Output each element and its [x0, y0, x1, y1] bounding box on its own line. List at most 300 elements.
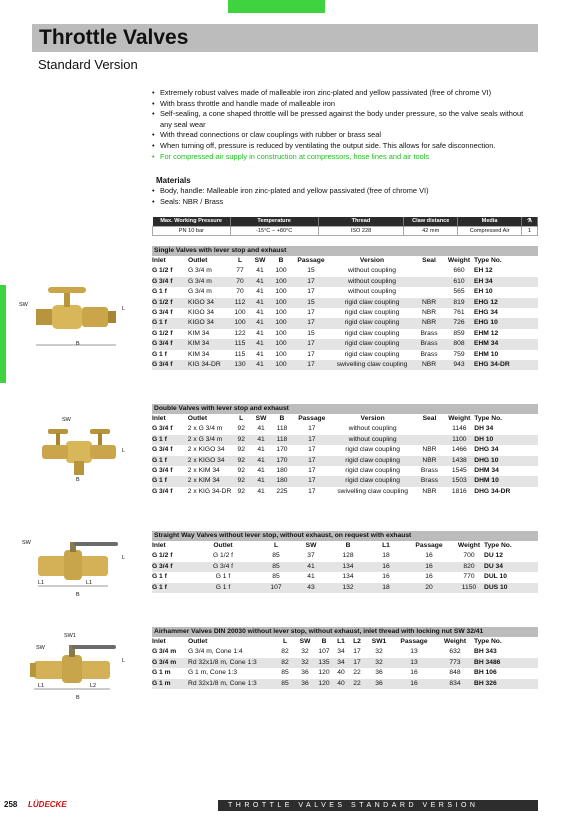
- table-cell: EHG 10: [474, 318, 538, 328]
- section-title: Double Valves with lever stop and exhaust: [152, 404, 538, 414]
- column-header: Version: [359, 257, 385, 264]
- table-cell: 120: [314, 679, 334, 689]
- table-row: [152, 287, 538, 297]
- double-valves-table: [152, 404, 538, 497]
- table-cell: 2 x KIM 34: [187, 467, 220, 475]
- table-cell: G 3/4 f: [152, 277, 188, 287]
- table-cell: 700: [463, 552, 475, 560]
- table-cell: 2 x G 3/4 m: [187, 425, 223, 433]
- table-cell: NBR: [422, 487, 437, 495]
- table-cell: 36: [301, 669, 309, 677]
- column-header: L1: [337, 638, 345, 645]
- table-cell: Brass: [420, 467, 439, 475]
- table-cell: swivelling claw coupling: [330, 360, 414, 370]
- table-cell: 100: [230, 318, 250, 328]
- table-cell: 34: [334, 658, 348, 668]
- brand-logo: LÜDECKE: [28, 800, 67, 809]
- feature-list: [152, 88, 537, 162]
- feature-item-highlight: • For compressed air supply in construction at compressors, hose lines and air tools: [152, 152, 537, 163]
- table-cell: 1146: [452, 425, 467, 433]
- table-cell: G 3/4 f: [152, 562, 188, 572]
- table-cell: G 1 f: [152, 456, 188, 466]
- table-cell: 819: [444, 298, 474, 308]
- table-cell: DUL 10: [484, 573, 507, 581]
- table-cell: DHG 10: [474, 456, 538, 466]
- table-cell: 32: [366, 658, 392, 668]
- column-header: L: [273, 542, 279, 549]
- table-cell: G 3/4 f: [152, 425, 173, 433]
- table-cell: 17: [292, 339, 330, 349]
- material-item: • Seals: NBR / Brass: [152, 197, 537, 208]
- table-cell: NBR: [421, 309, 437, 317]
- table-cell: 100: [275, 267, 287, 275]
- table-cell: without coupling: [331, 435, 415, 445]
- table-cell: 34: [337, 648, 345, 656]
- table-cell: BH 343: [474, 648, 497, 656]
- section-title: Straight Way Valves without lever stop, without exhaust, on request with exhaust: [152, 531, 538, 541]
- table-cell: 16: [425, 552, 433, 560]
- table-cell: 41: [294, 562, 328, 572]
- table-cell: NBR: [415, 456, 445, 466]
- table-cell: 15: [307, 267, 315, 275]
- table-cell: 17: [292, 318, 330, 328]
- table-cell: 565: [453, 288, 465, 296]
- table-cell: BH 106: [474, 669, 497, 677]
- table-cell: 32: [301, 648, 309, 656]
- table-cell: 16: [425, 573, 433, 581]
- table-cell: G 3/4 m, Cone 1:4: [188, 648, 243, 656]
- table-cell: 17: [307, 309, 315, 317]
- table-cell: 16: [368, 562, 404, 572]
- table-cell: KIGO 34: [188, 298, 230, 308]
- table-cell: 820: [454, 562, 484, 572]
- table-row: [152, 679, 538, 689]
- table-cell: EH 12: [474, 267, 493, 275]
- column-header: L2: [353, 638, 361, 645]
- table-cell: G 3/4 f: [152, 339, 188, 349]
- table-cell: 2 x KIGO 34: [187, 446, 225, 454]
- table-cell: 82: [281, 648, 289, 656]
- dim-label-l: L: [122, 555, 126, 561]
- table-cell: DHG 34: [474, 446, 499, 454]
- column-header: Inlet: [152, 415, 166, 422]
- table-cell: 100: [275, 350, 287, 358]
- table-cell: 18: [368, 583, 404, 593]
- column-header: Outlet: [188, 638, 208, 645]
- table-cell: [414, 266, 444, 276]
- column-header: Type No.: [474, 257, 502, 264]
- spec-value-row: [153, 226, 538, 235]
- table-cell: EH 10: [474, 288, 493, 296]
- table-cell: 2 x KIG 34-DR: [187, 487, 232, 495]
- table-cell: NBR: [414, 360, 444, 370]
- column-header: Weight: [457, 542, 481, 549]
- spec-value: 1: [522, 226, 538, 235]
- dim-label-l: L: [122, 448, 126, 454]
- table-cell: 118: [276, 425, 288, 433]
- table-row: [152, 350, 538, 360]
- column-header: SW1: [371, 638, 387, 645]
- table-cell: G 3/4 m: [152, 658, 188, 668]
- table-cell: EHG 34: [474, 309, 498, 317]
- table-cell: 82: [274, 658, 296, 668]
- dim-label-b: B: [76, 477, 80, 483]
- table-cell: 36: [296, 679, 314, 689]
- spec-header: Media: [458, 217, 522, 226]
- feature-item: • When turning off, pressure is reduced by ventilating the output side. This allows for safe disconnection.: [152, 141, 537, 152]
- table-cell: 41: [256, 267, 264, 275]
- column-header: Passage: [400, 638, 428, 645]
- spec-value: PN 10 bar: [153, 226, 231, 235]
- table-cell: G 1 f: [152, 318, 188, 328]
- table-cell: G 1 f: [152, 288, 167, 296]
- table-row: [152, 266, 538, 276]
- table-cell: 41: [257, 487, 265, 495]
- table-cell: KIGO 34: [188, 318, 230, 328]
- table-cell: 170: [271, 456, 293, 466]
- column-header: Version: [360, 415, 385, 422]
- table-cell: G 1 f: [152, 583, 188, 593]
- table-cell: 92: [231, 435, 251, 445]
- dim-label-l: L: [122, 658, 126, 664]
- table-cell: 118: [271, 435, 293, 445]
- table-cell: 41: [256, 329, 264, 337]
- table-cell: 115: [230, 339, 250, 349]
- table-cell: 41: [256, 288, 264, 296]
- table-row: [152, 360, 538, 370]
- table-row: [152, 668, 538, 678]
- table-cell: 100: [275, 288, 287, 296]
- table-cell: 130: [230, 360, 250, 370]
- column-header: Weight: [447, 257, 471, 264]
- spec-header-row: [153, 217, 538, 226]
- table-cell: 92: [237, 467, 245, 475]
- column-header: L1: [382, 542, 390, 549]
- table-cell: 41: [250, 298, 270, 308]
- table-row: [152, 562, 538, 572]
- table-cell: 1466: [451, 446, 467, 454]
- table-cell: 100: [275, 309, 287, 317]
- table-cell: NBR: [414, 318, 444, 328]
- top-accent-bar: [228, 0, 325, 13]
- spec-header: Claw distance: [404, 217, 458, 226]
- table-cell: 100: [234, 309, 246, 317]
- column-header: B: [278, 257, 284, 264]
- table-cell: 848: [449, 669, 461, 677]
- table-cell: [415, 424, 445, 434]
- table-cell: 41: [307, 573, 315, 581]
- table-cell: 1545: [451, 467, 467, 475]
- table-cell: 773: [436, 658, 474, 668]
- table-cell: 41: [250, 318, 270, 328]
- table-cell: G 1 f: [152, 435, 188, 445]
- table-cell: 107: [258, 583, 294, 593]
- table-cell: [414, 277, 444, 287]
- dim-label-b: B: [76, 592, 80, 598]
- table-cell: 759: [453, 350, 465, 358]
- table-cell: G 3/4 f: [152, 487, 173, 495]
- table-cell: swivelling claw coupling: [337, 487, 408, 495]
- table-row: [152, 424, 538, 434]
- table-header-row: [152, 541, 538, 551]
- table-cell: 13: [410, 648, 418, 656]
- column-header: Passage: [298, 415, 326, 422]
- table-cell: 15: [292, 298, 330, 308]
- table-cell: 128: [342, 552, 354, 560]
- table-cell: 41: [257, 446, 265, 454]
- table-cell: 17: [293, 435, 331, 445]
- table-cell: 17: [308, 446, 316, 454]
- table-cell: Rd 32x1/8 m, Cone 1:3: [188, 658, 274, 668]
- single-valves-table: [152, 246, 538, 370]
- table-cell: 122: [234, 329, 246, 337]
- table-cell: 17: [348, 658, 366, 668]
- table-cell: DH 34: [474, 425, 494, 433]
- column-header: Outlet: [188, 257, 208, 264]
- table-cell: 41: [250, 277, 270, 287]
- dim-label-sw: SW: [22, 540, 31, 546]
- double-valve-image: [36, 425, 122, 480]
- single-valve-image: [30, 283, 120, 353]
- table-cell: rigid claw coupling: [344, 329, 400, 337]
- column-header: SW: [255, 415, 267, 422]
- table-cell: 120: [318, 669, 330, 677]
- table-row: [152, 476, 538, 486]
- table-cell: 70: [236, 288, 244, 296]
- table-cell: KIG 34-DR: [188, 360, 230, 370]
- column-header: L: [282, 638, 288, 645]
- table-cell: G 1/2 f: [152, 329, 173, 337]
- table-cell: rigid claw coupling: [331, 456, 415, 466]
- dim-label-b: B: [76, 341, 80, 347]
- table-cell: 225: [276, 487, 288, 495]
- column-header: L: [239, 415, 244, 422]
- dim-label-l: L: [122, 306, 126, 312]
- table-cell: 92: [237, 446, 245, 454]
- table-cell: 37: [307, 552, 315, 560]
- footer-title: THROTTLE VALVES STANDARD VERSION: [218, 800, 538, 811]
- table-cell: 36: [366, 679, 392, 689]
- table-row: [152, 329, 538, 339]
- dim-label-l2: L2: [90, 683, 97, 689]
- table-cell: 41: [251, 456, 271, 466]
- table-cell: [414, 287, 444, 297]
- table-cell: 41: [250, 360, 270, 370]
- table-header-row: [152, 637, 538, 647]
- table-cell: G 3/4 f: [152, 309, 173, 317]
- feature-item: • With thread connections or claw couplings with rubber or brass seal: [152, 130, 537, 141]
- feature-item: • With brass throttle and handle made of malleable iron: [152, 99, 537, 110]
- table-cell: G 1/2 f: [212, 552, 234, 560]
- table-row: [152, 572, 538, 582]
- column-header: SW: [305, 542, 317, 549]
- table-cell: EHG 12: [474, 298, 538, 308]
- table-cell: without coupling: [348, 267, 396, 275]
- page-title: Throttle Valves: [32, 24, 538, 52]
- column-header: Weight: [448, 415, 471, 422]
- table-cell: DU 12: [484, 552, 503, 560]
- table-cell: G 3/4 f: [188, 562, 258, 572]
- table-cell: Brass: [414, 339, 444, 349]
- table-row: [152, 551, 538, 561]
- dim-label-l1: L1: [86, 580, 93, 586]
- table-cell: 100: [275, 329, 287, 337]
- table-cell: KIM 34: [188, 339, 230, 349]
- column-header: Inlet: [152, 542, 166, 549]
- table-cell: without coupling: [330, 277, 414, 287]
- table-row: [152, 456, 538, 466]
- table-cell: G 3/4 f: [152, 467, 173, 475]
- table-cell: 36: [375, 669, 383, 677]
- table-cell: rigid claw coupling: [345, 467, 400, 475]
- column-header: Weight: [443, 638, 467, 645]
- table-cell: rigid claw coupling: [345, 446, 400, 454]
- table-cell: DH 10: [474, 435, 538, 445]
- table-cell: 22: [353, 669, 361, 677]
- table-cell: 112: [230, 298, 250, 308]
- page-tab-marker: [0, 285, 6, 383]
- table-cell: 1816: [451, 487, 467, 495]
- table-cell: [415, 435, 445, 445]
- table-cell: 13: [392, 658, 436, 668]
- section-title: Single Valves with lever stop and exhaust: [152, 246, 538, 256]
- spec-table: [152, 217, 538, 236]
- column-header: Type No.: [474, 638, 502, 645]
- table-cell: 85: [272, 573, 280, 581]
- table-cell: NBR: [414, 298, 444, 308]
- table-cell: 100: [270, 360, 292, 370]
- airhammer-valves-table: [152, 627, 538, 689]
- table-cell: 92: [237, 425, 245, 433]
- table-cell: 20: [404, 583, 454, 593]
- table-cell: 107: [318, 648, 330, 656]
- spec-header: Max. Working Pressure: [153, 217, 231, 226]
- spec-header: Thread: [318, 217, 404, 226]
- table-cell: 41: [251, 435, 271, 445]
- table-cell: 92: [237, 487, 245, 495]
- page-footer: [0, 800, 580, 811]
- table-cell: rigid claw coupling: [344, 350, 400, 358]
- table-cell: 2 x G 3/4 m: [188, 435, 231, 445]
- material-item: • Body, handle: Malleable iron zinc-plated and yellow passivated (free of chrome VI): [152, 186, 537, 197]
- feature-item: • Extremely robust valves made of malleable iron zinc-plated and yellow passivated (free of chrome VI): [152, 88, 537, 99]
- dim-label-sw1: SW1: [64, 633, 76, 639]
- table-cell: 726: [444, 318, 474, 328]
- dim-label-sw: SW: [19, 302, 28, 308]
- table-cell: 17: [353, 648, 361, 656]
- table-row: [152, 487, 538, 497]
- spec-value: Compressed Air: [458, 226, 522, 235]
- table-cell: EHM 34: [474, 339, 538, 349]
- table-cell: 16: [410, 669, 418, 677]
- table-cell: G 1 m: [152, 669, 171, 677]
- table-cell: rigid claw coupling: [330, 339, 414, 349]
- column-header: Type No.: [474, 415, 503, 422]
- table-cell: 17: [292, 360, 330, 370]
- feature-item: • Self-sealing, a cone shaped throttle will be pressed against the body under pressure, so the valve seals without any seal wear: [152, 109, 537, 130]
- table-cell: G 1 m, Cone 1:3: [188, 669, 238, 677]
- table-cell: 1150: [454, 583, 484, 593]
- table-cell: 41: [256, 350, 264, 358]
- table-cell: 134: [328, 562, 368, 572]
- table-cell: KIM 34: [188, 329, 210, 337]
- table-cell: EHM 10: [474, 350, 499, 358]
- table-cell: 17: [308, 467, 316, 475]
- table-cell: G 1/2 f: [152, 267, 173, 275]
- table-cell: 32: [375, 648, 383, 656]
- table-cell: 135: [314, 658, 334, 668]
- table-cell: 92: [231, 456, 251, 466]
- table-cell: 115: [234, 350, 246, 358]
- table-cell: G 3/4 f: [152, 360, 188, 370]
- page-subtitle: Standard Version: [38, 57, 138, 72]
- table-cell: 85: [258, 562, 294, 572]
- table-cell: 134: [342, 573, 354, 581]
- table-cell: 92: [231, 476, 251, 486]
- table-cell: BH 326: [474, 679, 538, 689]
- table-cell: 16: [392, 679, 436, 689]
- dim-label-sw: SW: [62, 417, 71, 423]
- table-cell: KIGO 34: [188, 309, 215, 317]
- table-cell: G 1/2 f: [152, 552, 173, 560]
- column-header: Inlet: [152, 638, 166, 645]
- column-header: B: [321, 638, 327, 645]
- table-cell: G 3/4 m: [188, 267, 212, 275]
- table-cell: 834: [436, 679, 474, 689]
- column-header: Passage: [415, 542, 443, 549]
- table-cell: G 1/2 f: [152, 298, 188, 308]
- table-cell: Brass: [420, 329, 438, 337]
- column-header: Seal: [422, 415, 437, 422]
- page-number: 258: [4, 800, 18, 809]
- table-cell: 17: [293, 456, 331, 466]
- table-cell: rigid claw coupling: [330, 298, 414, 308]
- table-cell: EH 34: [474, 277, 538, 287]
- materials-list: [152, 186, 537, 207]
- table-cell: 15: [307, 329, 315, 337]
- table-cell: 808: [444, 339, 474, 349]
- table-row: [152, 445, 538, 455]
- table-cell: G 3/4 m: [188, 277, 230, 287]
- table-cell: G 1 f: [152, 350, 167, 358]
- table-cell: G 3/4 m: [188, 288, 212, 296]
- column-header: Inlet: [152, 257, 166, 264]
- table-cell: 1438: [444, 456, 474, 466]
- table-cell: 85: [274, 679, 296, 689]
- table-row: [152, 308, 538, 318]
- table-cell: DHG 34-DR: [474, 487, 511, 495]
- table-cell: G 3/4 f: [152, 446, 173, 454]
- table-cell: Rd 32x1/8 m, Cone 1:3: [188, 679, 274, 689]
- dim-label-b: B: [76, 695, 80, 701]
- table-cell: G 1 f: [152, 573, 167, 581]
- table-cell: 859: [453, 329, 465, 337]
- table-row: [152, 298, 538, 308]
- table-cell: 180: [271, 476, 293, 486]
- table-cell: NBR: [422, 446, 437, 454]
- table-cell: 17: [308, 425, 316, 433]
- spec-value: ISO 228: [318, 226, 404, 235]
- table-cell: 32: [296, 658, 314, 668]
- table-cell: 660: [453, 267, 465, 275]
- dim-label-l1: L1: [38, 580, 45, 586]
- table-cell: 2 x KIGO 34: [188, 456, 231, 466]
- table-row: [152, 435, 538, 445]
- table-cell: 40: [337, 669, 345, 677]
- table-cell: 17: [292, 277, 330, 287]
- spec-value: 42 mm: [404, 226, 458, 235]
- column-header: Type No.: [484, 542, 512, 549]
